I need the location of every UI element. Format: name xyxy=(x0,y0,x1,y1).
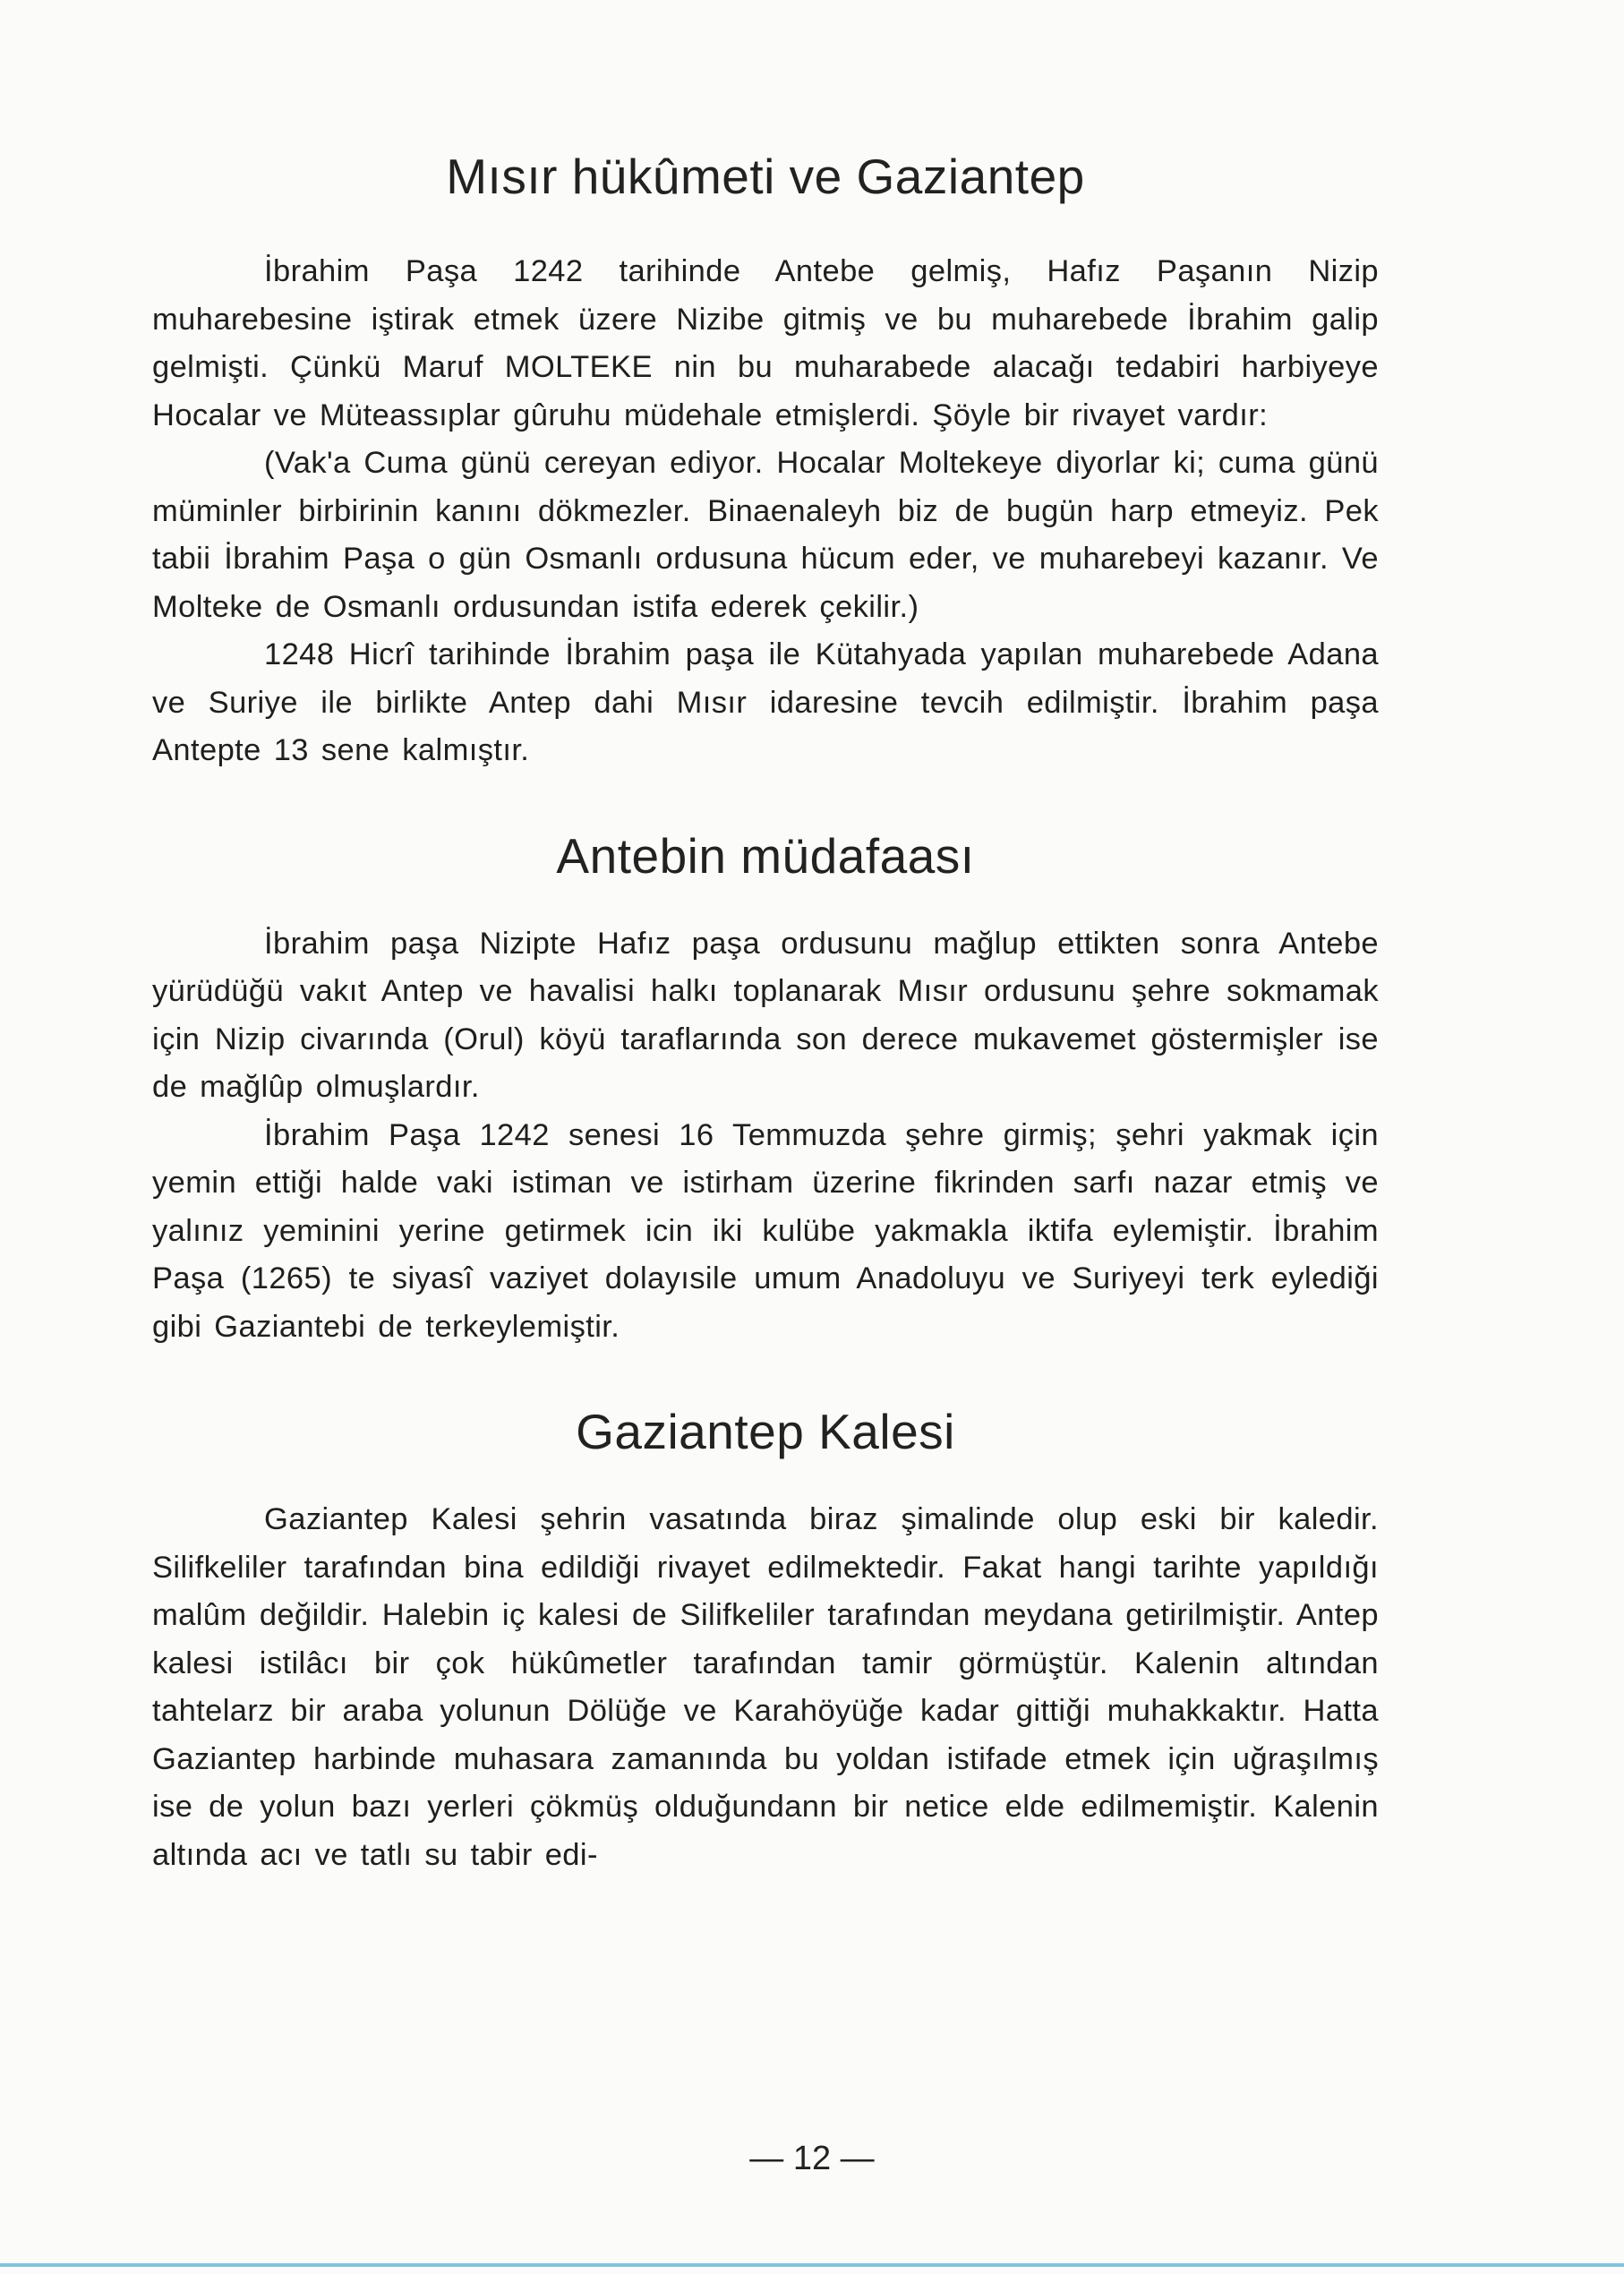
paragraph: Gaziantep Kalesi şehrin vasatında biraz şimalinde olup eski bir kaledir. Silifkeliler tarafından bina edildiği rivayet edilmektedir. Fakat hangi tarihte yapıldığı malûm değildir. Halebin iç kalesi de Silifkeliler tarafından meydana getirilmiştir. Antep kalesi istilâcı bir çok hükûmetler tarafından tamir görmüştür. Kalenin altından tahtelarz bir araba yolunun Dölüğe ve Karahöyüğe kadar gittiği muhakkaktır. Hatta Gaziantep harbinde muhasara zamanında bu yoldan istifade etmek için uğraşılmış ise de yolun bazı yerleri çökmüş olduğundann bir netice elde edilmemiştir. Kalenin altında acı ve tatlı su tabir edi- xyxy=(152,1502,1379,1872)
paragraph: 1248 Hicrî tarihinde İbrahim paşa ile Kütahyada yapılan muharebede Adana ve Suriye ile birlikte Antep dahi Mısır idaresine tevcih edilmiştir. İbrahim paşa Antepte 13 sene kalmıştır. xyxy=(152,637,1379,767)
page-content xyxy=(152,148,1379,1879)
scan-edge-line xyxy=(0,2263,1624,2267)
section-title: Mısır hükûmeti ve Gaziantep xyxy=(446,149,1085,204)
page-number: — 12 — xyxy=(749,2140,875,2177)
section-title: Antebin müdafaası xyxy=(556,827,975,884)
paragraph: (Vak'a Cuma günü cereyan ediyor. Hocalar Moltekeye diyorlar ki; cuma günü müminler birbirinin kanını dökmezler. Binaenaleyh biz de bugün harp etmeyiz. Pek tabii İbrahim Paşa o gün Osmanlı ordusuna hücum eder, ve muharebeyi kazanır. Ve Molteke de Osmanlı ordusundan istifa ederek çekilir.) xyxy=(152,446,1379,624)
paragraph: İbrahim Paşa 1242 senesi 16 Temmuzda şehre girmiş; şehri yakmak için yemin ettiği halde vaki istiman ve istirham üzerine fikrinden sarfı nazar etmiş ve yalınız yeminini yerine getirmek icin iki kulübe yakmakla iktifa eylemiştir. İbrahim Paşa (1265) te siyasî vaziyet dolayısile umum Anadoluyu ve Suriyeyi terk eylediği gibi Gaziantebi de terkeylemiştir. xyxy=(152,1117,1379,1344)
paragraph: İbrahim Paşa 1242 tarihinde Antebe gelmiş, Hafız Paşanın Nizip muharebesine iştirak etmek üzere Nizibe gitmiş ve bu muharebede İbrahim galip gelmişti. Çünkü Maruf MOLTEKE nin bu muharabede alacağı tedabiri harbiyeye Hocalar ve Müteassıplar gûruhu müdehale etmişlerdi. Şöyle bir rivayet vardır: xyxy=(152,254,1379,432)
paragraph: İbrahim paşa Nizipte Hafız paşa ordusunu mağlup ettikten sonra Antebe yürüdüğü vakıt Antep ve havalisi halkı toplanarak Mısır ordusunu şehre sokmamak için Nizip civarında (Orul) köyü taraflarında son derece mukavemet göstermişler ise de mağlûp olmuşlardır. xyxy=(152,926,1379,1104)
section-title: Gaziantep Kalesi xyxy=(576,1404,955,1459)
